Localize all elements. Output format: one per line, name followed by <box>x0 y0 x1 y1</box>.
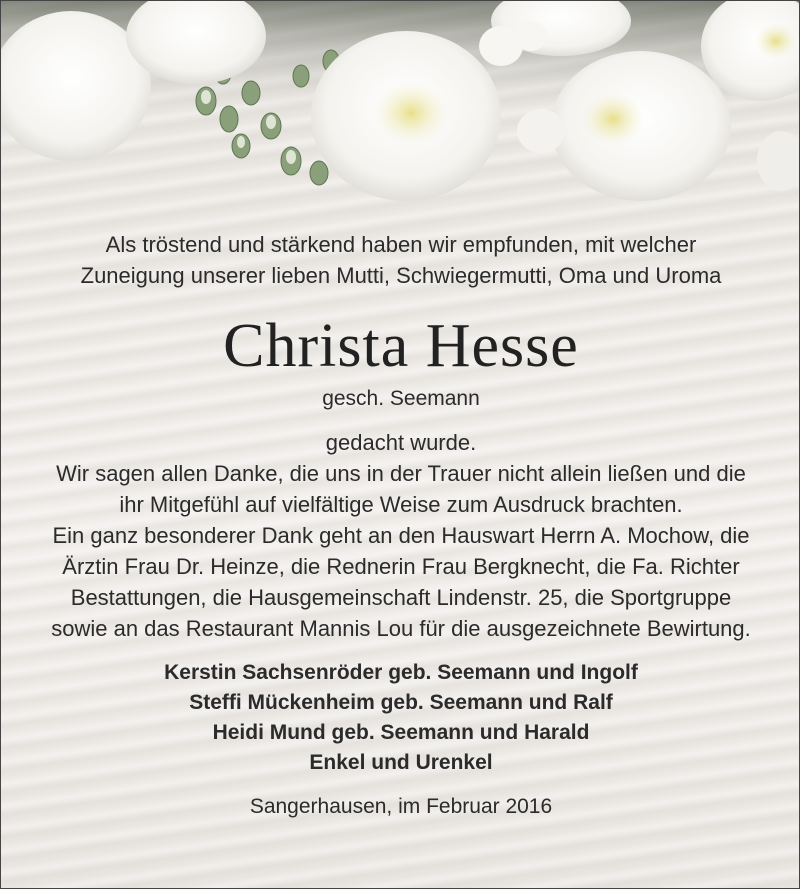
family-member: Steffi Mückenheim geb. Seemann und Ralf <box>189 691 613 714</box>
thanks-line: Ärztin Frau Dr. Heinze, die Rednerin Frau Bergknecht, die Fa. Richter <box>62 554 740 579</box>
family-member: Enkel und Urenkel <box>309 751 493 774</box>
thanks-line: sowie an das Restaurant Mannis Lou für die ausgezeichnete Bewirtung. <box>51 616 751 641</box>
thanks-line: Bestattungen, die Hausgemeinschaft Lindenstr. 25, die Sportgruppe <box>70 585 732 610</box>
family-member: Heidi Mund geb. Seemann und Harald <box>212 721 590 744</box>
thanks-line: ihr Mitgefühl auf vielfältige Weise zum Ausdruck brachten. <box>119 492 683 517</box>
place-date: Sangerhausen, im Februar 2016 <box>249 795 553 818</box>
thanks-line: Wir sagen allen Danke, die uns in der Trauer nicht allein ließen und die <box>56 461 746 486</box>
family-member: Kerstin Sachsenröder geb. Seemann und Ingolf <box>164 661 638 684</box>
thanks-line: Ein ganz besonderer Dank geht an den Hauswart Herrn A. Mochow, die <box>52 523 750 548</box>
birth-name: gesch. Seemann <box>322 387 480 410</box>
white-tulips-image <box>1 1 800 216</box>
intro-line: Zuneigung unserer lieben Mutti, Schwiegermutti, Oma und Uroma <box>80 263 722 288</box>
deceased-name: Christa Hesse <box>223 312 579 380</box>
remembered-line: gedacht wurde. <box>325 430 477 455</box>
notice-text <box>1 229 800 822</box>
intro-line: Als tröstend und stärkend haben wir empfunden, mit welcher <box>105 232 697 257</box>
